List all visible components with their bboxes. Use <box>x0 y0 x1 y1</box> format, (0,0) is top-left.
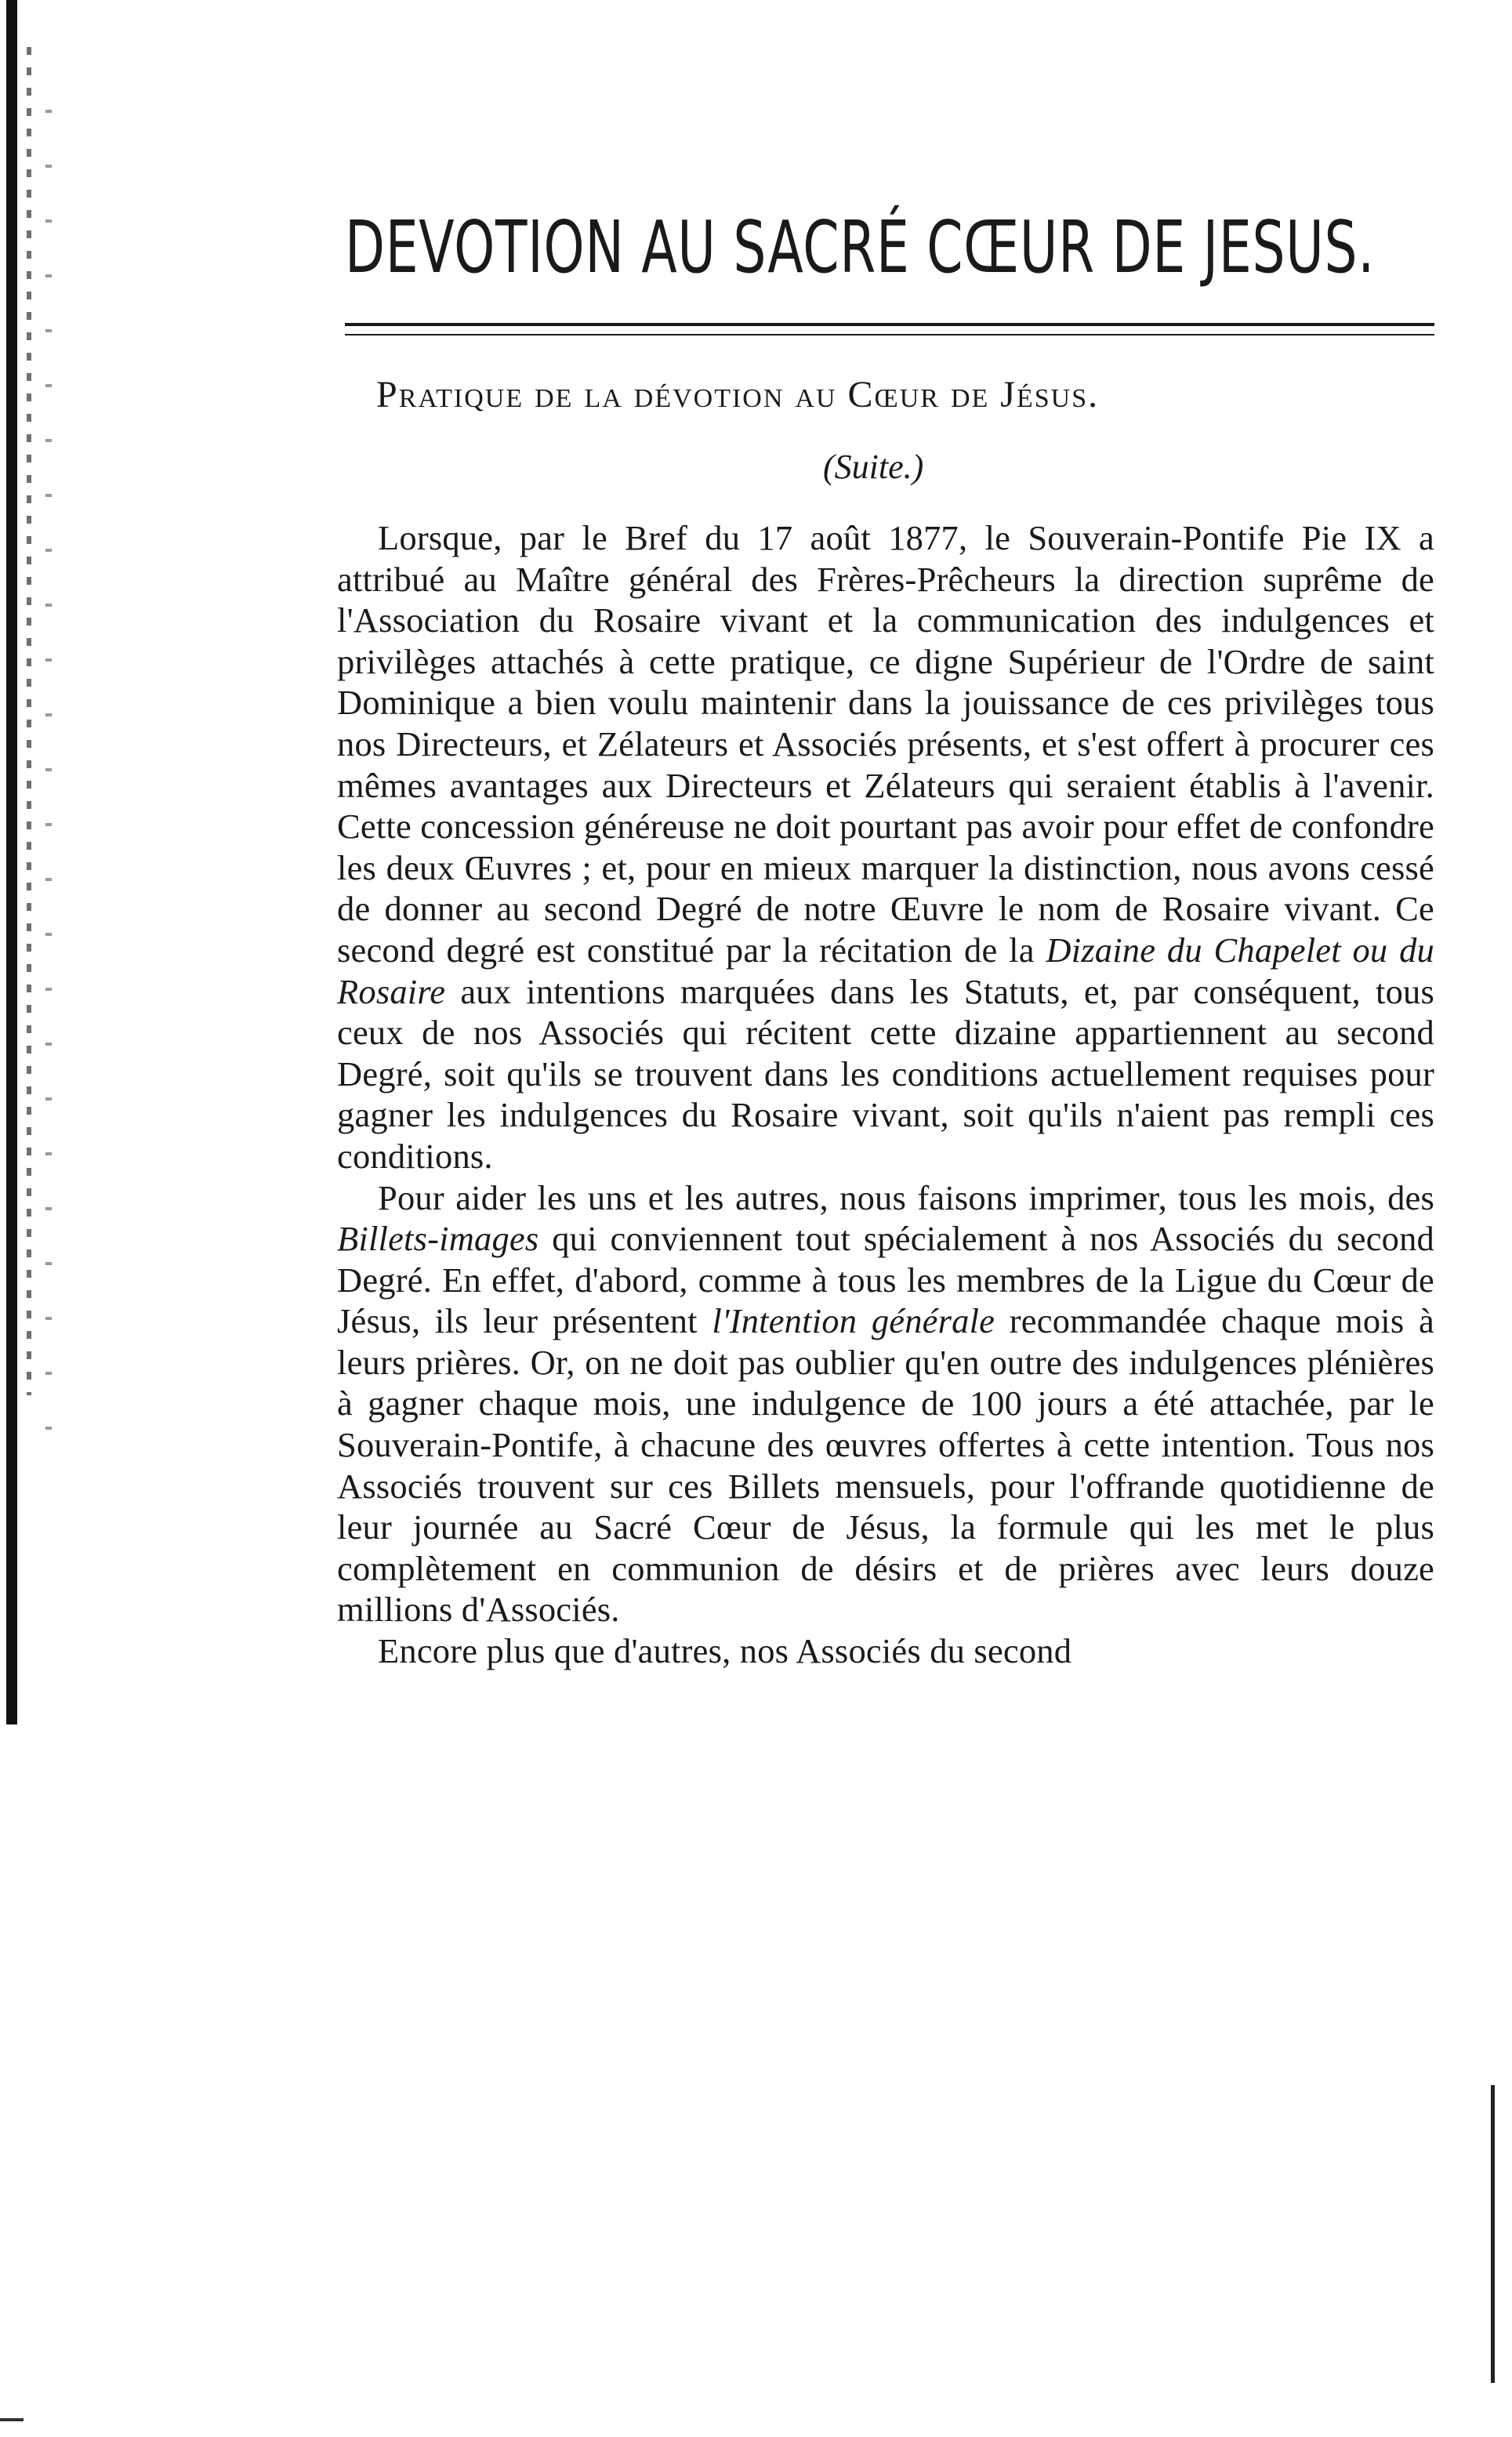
bottom-left-mark <box>0 2418 24 2421</box>
paragraph-3 <box>337 1630 1434 1672</box>
page-title: DEVOTION AU SACRÉ CŒUR DE JESUS. <box>345 205 1376 289</box>
paragraph-2 <box>337 1177 1434 1631</box>
binding-edge-shadow <box>6 0 17 1724</box>
paragraph-2-italic-billets: Billets-images <box>337 1219 539 1259</box>
article-body <box>337 517 1434 1672</box>
paragraph-2-italic-intention: l'Intention générale <box>712 1301 995 1341</box>
title-rule-thin <box>345 334 1434 335</box>
paragraph-1 <box>337 517 1434 1177</box>
section-heading: Pratique de la dévotion au Cœur de Jésus. <box>376 374 1100 415</box>
continuation-note: (Suite.) <box>823 448 924 486</box>
paragraph-2-text-c: recommandée chaque mois à leurs prières. Or, on ne doit pas oublier qu'en outre des indulgences plénières à gagner chaque mois, une indulgence de 100 jours a été attachée, par le Souverain-Pontife, à chacune des œuvres offertes à cette intention. Tous nos Associés trouvent sur ces Billets mensuels, pour l'offrande quotidienne de leur journée au Sacré Cœur de Jésus, la formule qui les met le plus complètement en communion de désirs et de prières avec leurs douze millions d'Associés. <box>337 1301 1434 1630</box>
title-rule-thick <box>345 323 1434 326</box>
paragraph-3-text-a: Encore plus que d'autres, nos Associés du second <box>378 1631 1072 1671</box>
right-edge-mark <box>1491 2085 1495 2383</box>
paragraph-2-text-b: qui conviennent tout spécialement à nos Associés du second Degré. En effet, d'abord, comme à tous les membres de la Ligue du Cœur de Jésus, ils leur présentent <box>337 1219 1434 1341</box>
paragraph-1-italic-dizaine: Dizaine du Chapelet ou du Rosaire <box>337 930 1434 1011</box>
binding-edge-marks <box>27 47 31 1395</box>
paragraph-2-text-a: Pour aider les uns et les autres, nous faisons imprimer, tous les mois, des <box>378 1177 1434 1217</box>
paragraph-1-text-a: Lorsque, par le Bref du 17 août 1877, le Souverain-Pontife Pie IX a attribué au Maître général des Frères-Prêcheurs la direction suprême de l'Association du Rosaire vivant et la communication des indulgences et privilèges attachés à cette pratique, ce digne Supérieur de l'Ordre de saint Dominique a bien voulu maintenir dans la jouissance de ces privilèges tous nos Directeurs, et Zélateurs et Associés présents, et s'est offert à procurer ces mêmes avantages aux Directeurs et Zélateurs qui seraient établis à l'avenir. Cette concession généreuse ne doit pourtant pas avoir pour effet de confondre les deux Œuvres ; et, pour en mieux marquer la distinction, nous avons cessé de donner au second Degré de notre Œuvre le nom de Rosaire vivant. Ce second degré est constitué par la récitation de la <box>337 518 1434 970</box>
paragraph-1-text-b: aux intentions marquées dans les Statuts, et, par conséquent, tous ceux de nos Associés qui récitent cette dizaine appartiennent au second Degré, soit qu'ils se trouvent dans les conditions actuellement requises pour gagner les indulgences du Rosaire vivant, soit qu'ils n'aient pas rempli ces conditions. <box>337 971 1434 1176</box>
binding-edge-dots <box>45 110 52 1442</box>
